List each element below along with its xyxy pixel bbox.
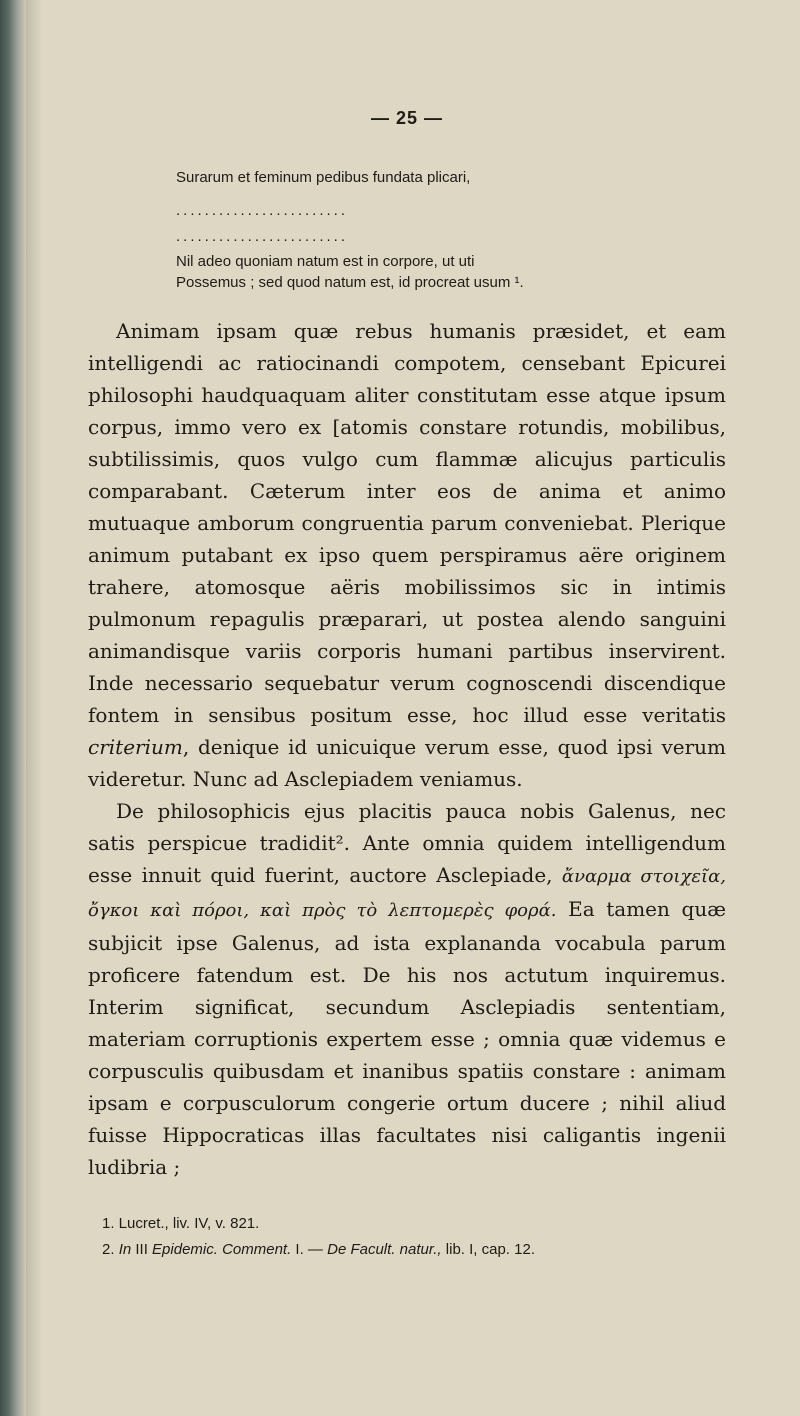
- book-page: [88, 108, 726, 1263]
- footnote-2-tail: lib. I, cap. 12.: [441, 1241, 535, 1258]
- footnote-2-title: Epidemic. Comment.: [152, 1241, 292, 1258]
- footnote-2-mid: I. —: [291, 1241, 328, 1258]
- quote-ellipsis-1: ........................: [176, 202, 349, 219]
- quote-line-1: Surarum et feminum pedibus fundata plicari,: [176, 169, 471, 186]
- footnote-2-work: De Facult. natur.,: [327, 1241, 442, 1258]
- verse-quotation: [88, 167, 726, 293]
- greek-quotation: ἄναρμα στοιχεῖα, ὄγκοι καὶ πόροι, καὶ πρὸς τὸ λεπτομερὲς φορά.: [88, 866, 726, 921]
- paragraph-1-end: , denique id unicuique verum esse, quod ipsi verum videretur. Nunc ad Asclepiadem veniamus.: [88, 735, 726, 791]
- footnote-2: [102, 1237, 726, 1263]
- footnote-1: 1. Lucret., liv. IV, v. 821.: [102, 1215, 260, 1232]
- paragraph-2-text: De philosophicis ejus placitis pauca nobis Galenus, nec satis perspicue tradidit². Ante omnia quidem intelligendum esse innuit quid fuerint, auctore Asclepiade,: [88, 799, 726, 887]
- paragraph-epicureans: [88, 315, 726, 795]
- paragraph-2-end: Ea tamen quæ subjicit ipse Galenus, ad ista explananda vocabula parum proficere fatendum est. De his nos actutum inquiremus. Interim significat, secundum Asclepiadis sententiam, materiam corruptionis expertem esse ; omnia quæ videmus e corpusculis quibusdam et inanibus spatiis constare : animam ipsam e corpusculorum congerie ortum ducere ; nihil aliud fuisse Hippocraticas illas facultates nisi caligantis ingenii ludibria ;: [88, 897, 726, 1179]
- footnote-2-roman: III: [131, 1241, 153, 1258]
- criterium-emphasis: criterium: [88, 735, 183, 759]
- quote-line-3: Possemus ; sed quod natum est, id procreat usum ¹.: [176, 274, 524, 291]
- page-number: — 25 —: [370, 108, 444, 128]
- footnote-2-in: In: [118, 1241, 132, 1258]
- paragraph-asclepiades: [88, 795, 726, 1183]
- quote-ellipsis-2: ........................: [176, 228, 349, 245]
- book-spine-edge: [0, 0, 26, 1416]
- footnotes: [88, 1211, 726, 1263]
- paragraph-1-text: Animam ipsam quæ rebus humanis præsidet, et eam intelligendi ac ratiocinandi compotem, censebant Epicurei philosophi haudquaquam aliter constitutam esse atque ipsum corpus, immo vero ex [atomis constare rotundis, mobilibus, subtilissimis, quos vulgo cum flammæ alicujus particulis comparabant. Cæterum inter eos de anima et animo mutuaque amborum congruentia parum conveniebat. Plerique animum putabant ex ipso quem perspiramus aëre originem trahere, atomosque aëris mobilissimos sic in intimis pulmonum repagulis præparari, ut postea alendo sanguini animandisque variis corporis humani partibus inservirent. Inde necessario sequebatur verum cognoscendi discendique fontem in sensibus positum esse, hoc illud esse veritatis: [88, 319, 726, 727]
- quote-line-2: Nil adeo quoniam natum est in corpore, ut uti: [176, 253, 475, 270]
- footnote-2-number: 2.: [102, 1241, 119, 1258]
- gutter-shadow: [26, 0, 42, 1416]
